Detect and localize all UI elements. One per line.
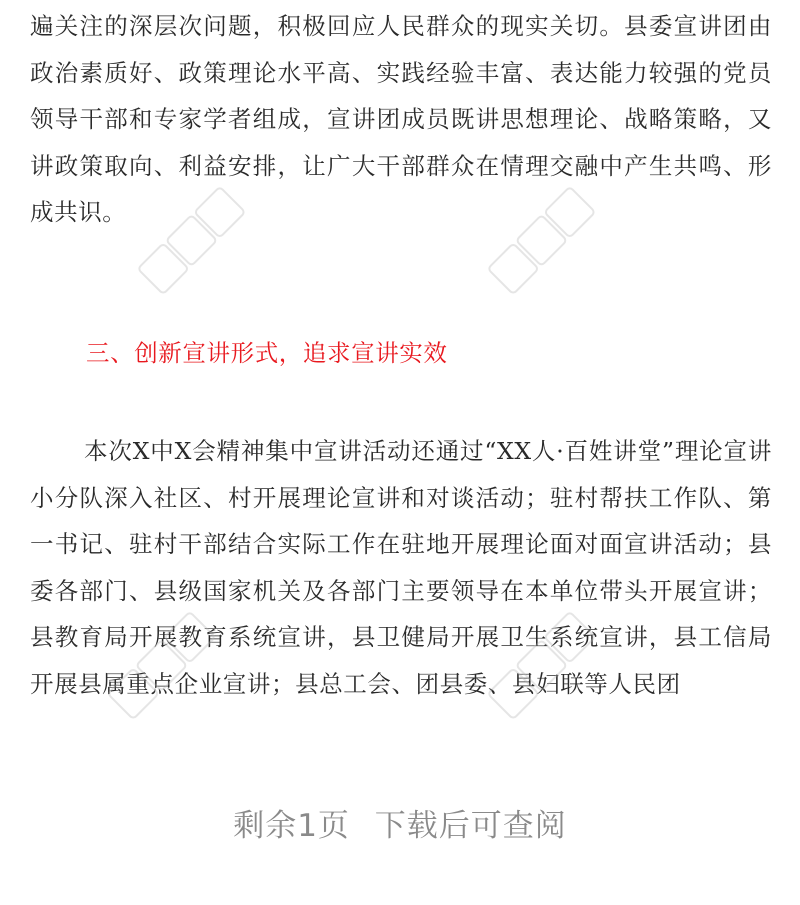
section-heading: 三、创新宣讲形式，追求宣讲实效 (86, 339, 448, 367)
body-paragraph: 本次X中X会精神集中宣讲活动还通过“XX人·百姓讲堂”理论宣讲小分队深入社区、村开展理论宣讲和对谈活动；驻村帮扶工作队、第一书记、驻村干部结合实际工作在驻地开展理论面对面宣讲活动；县委各部门、县级国家机关及各部门主要领导在本单位带头开展宣讲；县教育局开展教育系统宣讲，县卫健局开展卫生系统宣讲，县工信局开展县属重点企业宣讲；县总工会、团县委、县妇联等人民团 (30, 437, 772, 698)
remaining-pages-banner[interactable]: 剩余1页 下载后可查阅 (233, 808, 567, 844)
body-paragraph: 遍关注的深层次问题，积极回应人民群众的现实关切。县委宣讲团由政治素质好、政策理论水平高、实践经验丰富、表达能力较强的党员领导干部和专家学者组成，宣讲团成员既讲思想理论、战略策略，又讲政策取向、利益安排，让广大干部群众在情理交融中产生共鸣、形成共识。 (30, 12, 772, 226)
